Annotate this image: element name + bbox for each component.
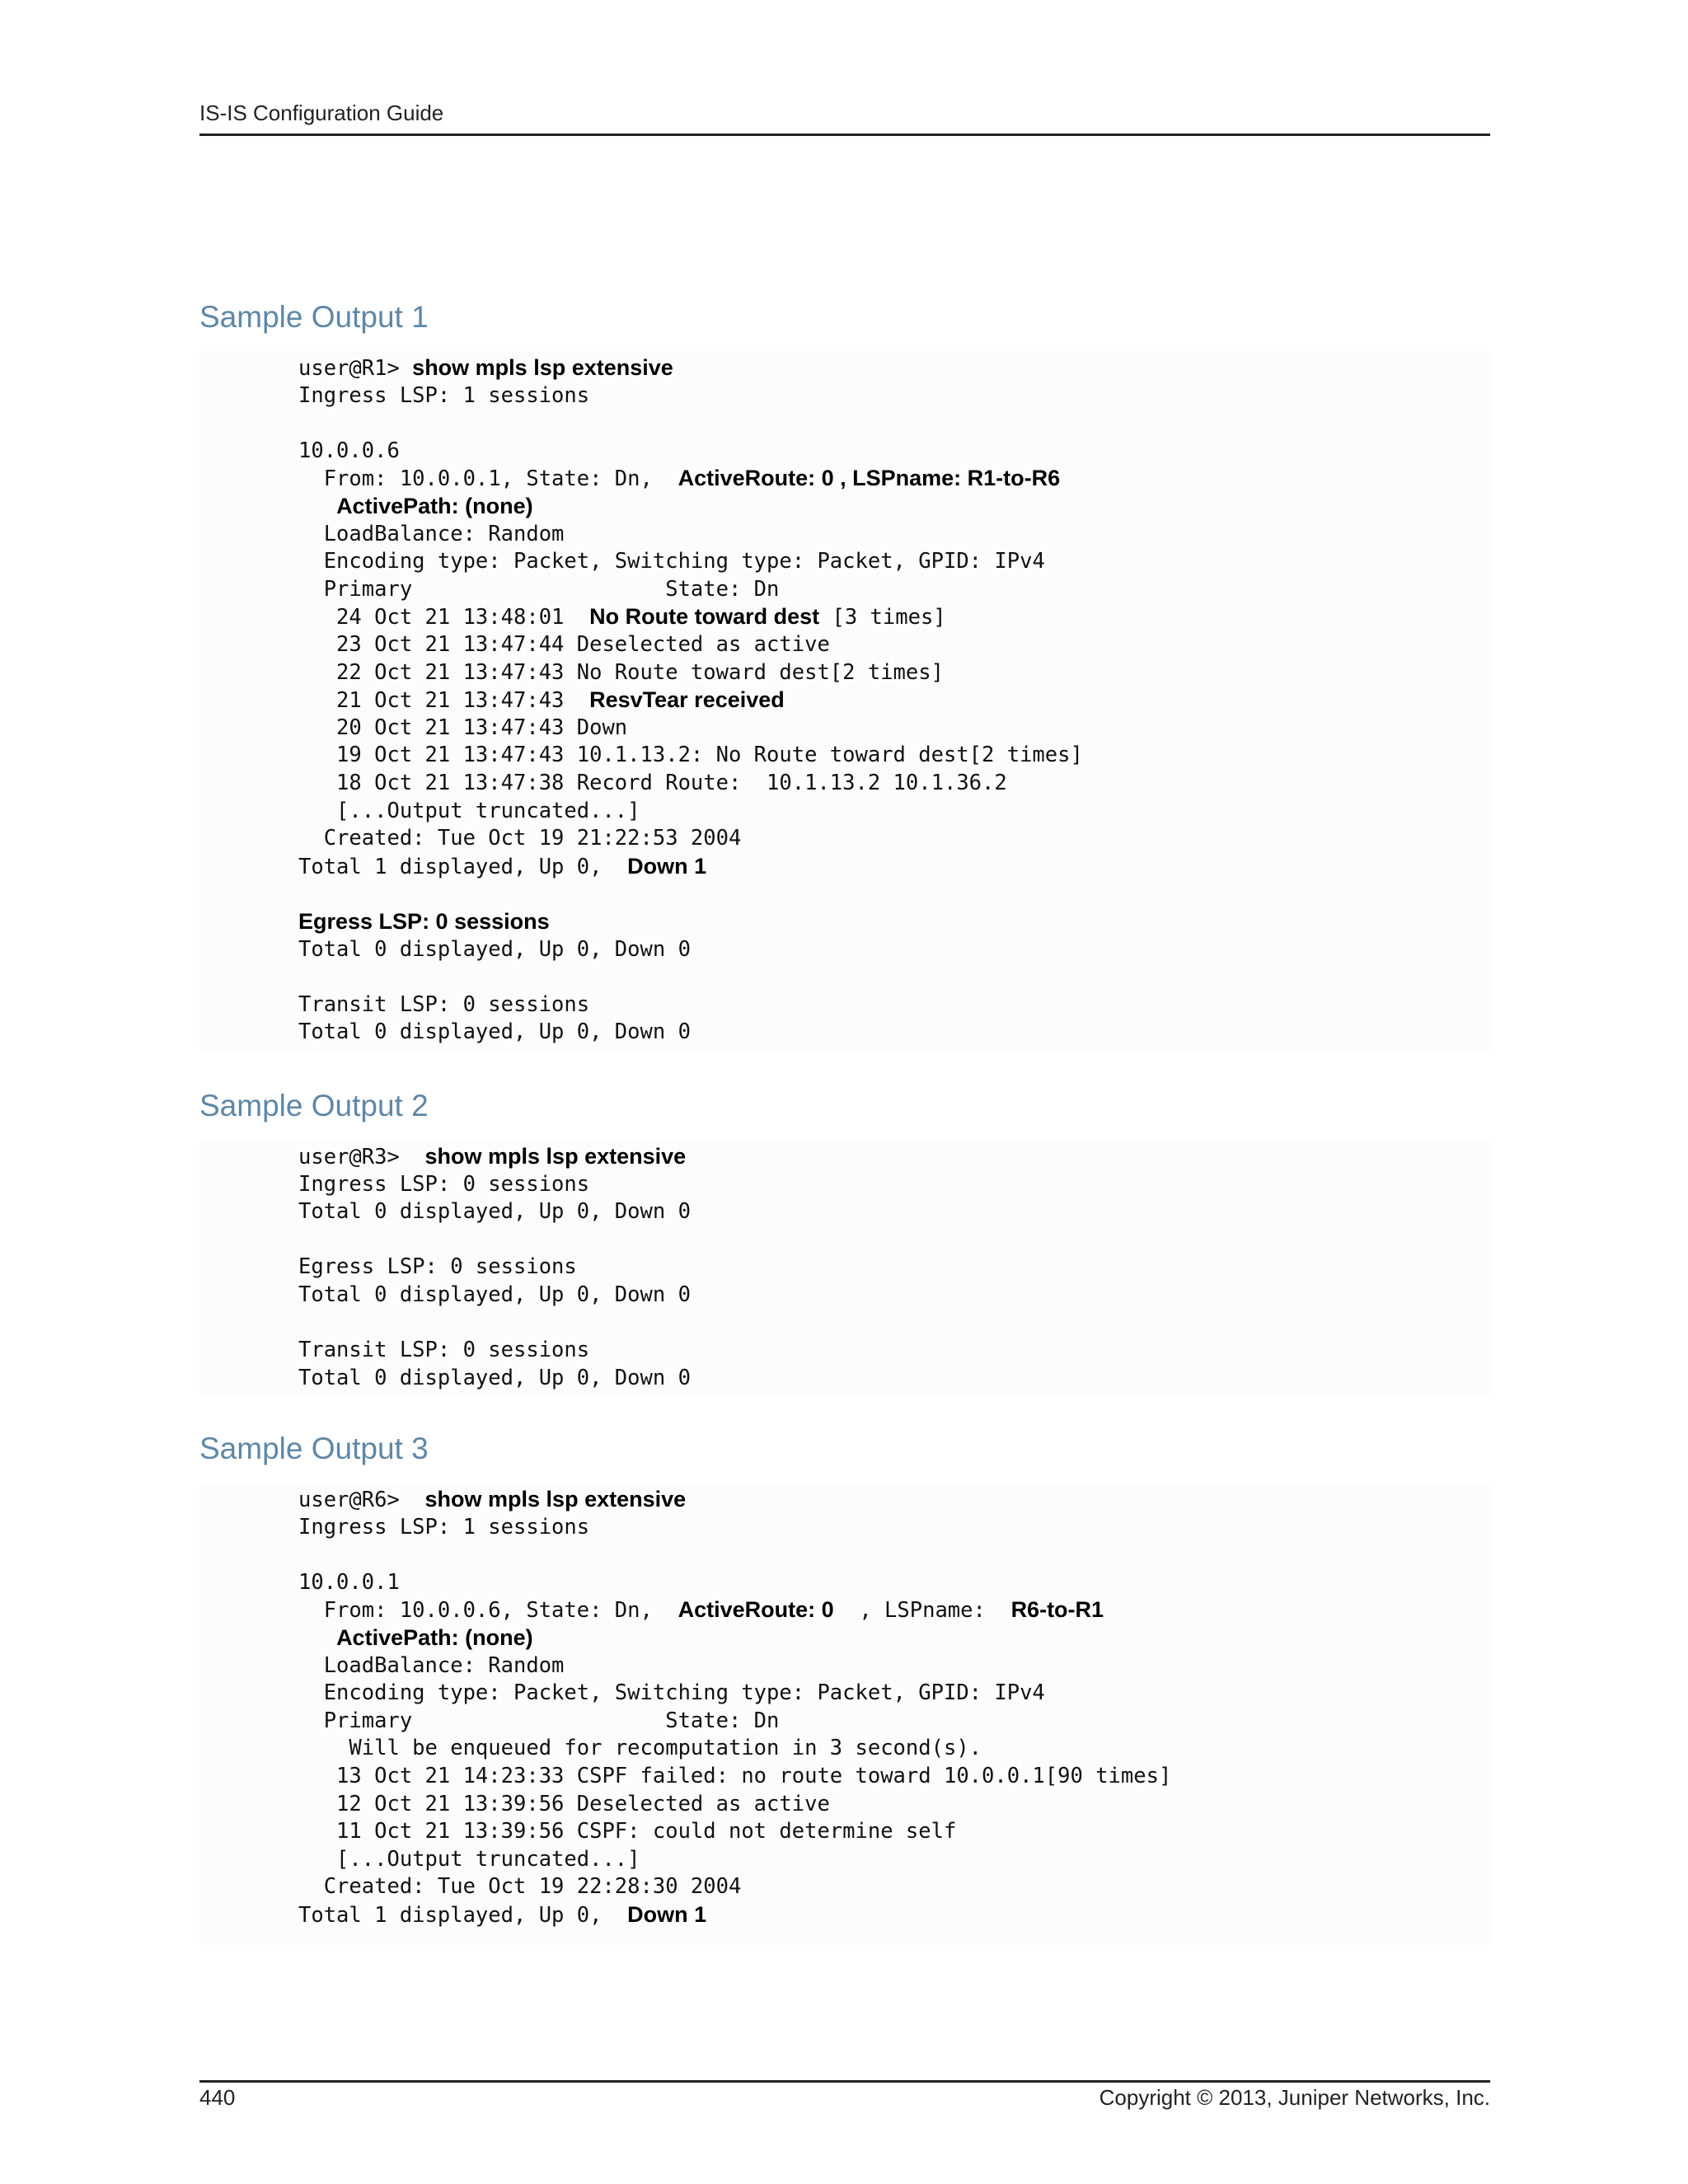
code-text: user@R6> <box>298 1488 425 1512</box>
code-line <box>298 1845 640 1873</box>
code-line <box>298 1364 691 1392</box>
code-line <box>298 1652 564 1680</box>
code-command-text: ActivePath: (none) <box>336 494 533 518</box>
code-line <box>298 714 627 742</box>
code-text: 18 Oct 21 13:47:38 Record Route: 10.1.13.2 10.1.36.2 <box>298 771 1007 795</box>
code-text <box>298 1626 336 1651</box>
code-text: 24 Oct 21 13:48:01 <box>298 605 590 630</box>
code-command-text: show mpls lsp extensive <box>424 1144 687 1169</box>
code-text: 10.0.0.1 <box>298 1569 400 1595</box>
code-command-text: ResvTear received <box>589 687 785 713</box>
code-text: user@R1> <box>298 356 413 381</box>
code-text: Encoding type: Packet, Switching type: Packet, GPID: IPv4 <box>298 549 1045 574</box>
code-line <box>298 1596 1104 1624</box>
page-number: 440 <box>199 2085 236 2110</box>
code-command-text: No Route toward dest <box>589 604 820 630</box>
code-line <box>298 686 785 714</box>
code-text: Ingress LSP: 1 sessions <box>298 1514 590 1540</box>
code-text: [...Output truncated...] <box>298 1846 640 1872</box>
header-divider <box>199 134 1490 136</box>
code-text: Transit LSP: 0 sessions <box>298 1338 590 1363</box>
code-line <box>298 1336 589 1364</box>
code-text: Ingress LSP: 0 sessions <box>298 1171 590 1197</box>
code-line <box>298 797 640 825</box>
code-line <box>298 1790 830 1818</box>
code-text: 13 Oct 21 14:23:33 CSPF failed: no route toward 10.0.0.1[90 times] <box>298 1764 1172 1788</box>
code-line <box>298 1734 982 1762</box>
code-line <box>298 1762 1171 1790</box>
code-line <box>298 1253 577 1281</box>
code-text: 22 Oct 21 13:47:43 No Route toward dest[2 times] <box>298 659 944 685</box>
code-text: Total 0 displayed, Up 0, Down 0 <box>298 1019 691 1045</box>
code-text: 11 Oct 21 13:39:56 CSPF: could not determine self <box>298 1819 957 1844</box>
code-text: Total 0 displayed, Up 0, Down 0 <box>298 1282 691 1307</box>
code-line <box>298 991 589 1019</box>
code-text: From: 10.0.0.6, State: Dn, <box>298 1598 678 1624</box>
code-text: Ingress LSP: 1 sessions <box>298 382 590 408</box>
code-line <box>298 1707 779 1735</box>
code-text: user@R3> <box>298 1145 425 1169</box>
code-text: LoadBalance: Random <box>298 521 565 546</box>
code-line <box>298 602 946 630</box>
guide-title: IS-IS Configuration Guide <box>199 101 444 125</box>
code-line <box>298 1872 741 1900</box>
code-line <box>298 354 673 382</box>
code-line <box>298 520 564 548</box>
code-text: Primary State: Dn <box>298 576 780 602</box>
code-line <box>298 1817 956 1845</box>
code-line <box>298 464 1060 492</box>
footer-divider <box>199 2080 1490 2083</box>
code-line <box>298 1281 691 1309</box>
code-line <box>298 547 1045 575</box>
code-line <box>298 769 1007 797</box>
code-line <box>298 658 944 687</box>
code-line <box>298 1170 589 1198</box>
code-command-text: Down 1 <box>627 853 707 879</box>
code-line <box>298 824 741 852</box>
code-text: 21 Oct 21 13:47:43 <box>298 688 590 714</box>
code-command-text: Egress LSP: 0 sessions <box>298 909 550 934</box>
code-text: Transit LSP: 0 sessions <box>298 991 590 1017</box>
code-text: LoadBalance: Random <box>298 1652 565 1678</box>
code-text: Total 1 displayed, Up 0, <box>298 854 628 879</box>
code-command-text: show mpls lsp extensive <box>424 1487 687 1511</box>
code-line <box>298 575 779 603</box>
code-text: Total 0 displayed, Up 0, Down 0 <box>298 936 691 962</box>
code-text: Total 1 displayed, Up 0, <box>298 1903 628 1928</box>
code-text: Primary State: Dn <box>298 1708 780 1733</box>
code-command-text: ActiveRoute: 0 , LSPname: R1-to-R6 <box>678 466 1061 491</box>
code-command-text: R6-to-R1 <box>1010 1597 1104 1623</box>
section-heading-2: Sample Output 2 <box>199 1089 429 1122</box>
copyright-notice: Copyright © 2013, Juniper Networks, Inc. <box>1099 2085 1490 2110</box>
code-line <box>298 1197 691 1226</box>
code-line <box>298 630 830 658</box>
section-heading-1: Sample Output 1 <box>199 300 429 334</box>
code-line <box>298 1485 686 1513</box>
code-text: From: 10.0.0.1, State: Dn, <box>298 466 678 492</box>
code-text: 19 Oct 21 13:47:43 10.1.13.2: No Route toward dest[2 times] <box>298 743 1083 768</box>
code-text: Total 0 displayed, Up 0, Down 0 <box>298 1199 691 1225</box>
code-command-text: ActiveRoute: 0 <box>678 1597 834 1623</box>
code-line <box>298 741 1083 769</box>
code-text: 23 Oct 21 13:47:44 Deselected as active <box>298 632 830 657</box>
code-line <box>298 1568 400 1596</box>
code-text: [3 times] <box>819 605 946 630</box>
code-text: Will be enqueued for recomputation in 3 second(s). <box>298 1736 982 1761</box>
code-text: Total 0 displayed, Up 0, Down 0 <box>298 1365 691 1390</box>
code-text: 12 Oct 21 13:39:56 Deselected as active <box>298 1791 830 1816</box>
code-line <box>298 852 706 880</box>
code-text: Egress LSP: 0 sessions <box>298 1254 577 1280</box>
code-line <box>298 1900 706 1929</box>
code-text: 10.0.0.6 <box>298 438 400 463</box>
code-line <box>298 492 533 520</box>
code-line <box>298 1142 686 1170</box>
code-command-text: ActivePath: (none) <box>336 1625 533 1650</box>
code-line <box>298 1513 589 1541</box>
code-text: Created: Tue Oct 19 22:28:30 2004 <box>298 1874 742 1900</box>
code-text: 20 Oct 21 13:47:43 Down <box>298 715 628 740</box>
code-line <box>298 1624 533 1652</box>
code-text: Encoding type: Packet, Switching type: Packet, GPID: IPv4 <box>298 1680 1045 1706</box>
code-line <box>298 382 589 410</box>
code-line <box>298 437 400 465</box>
code-line <box>298 1018 691 1046</box>
code-line <box>298 1679 1045 1707</box>
code-text: , LSPname: <box>833 1598 1011 1624</box>
code-command-text: show mpls lsp extensive <box>412 355 673 380</box>
code-text: Created: Tue Oct 19 21:22:53 2004 <box>298 826 742 851</box>
section-heading-3: Sample Output 3 <box>199 1432 429 1465</box>
code-line <box>298 935 691 963</box>
code-text <box>298 494 336 519</box>
code-text: [...Output truncated...] <box>298 798 640 823</box>
code-line <box>298 907 550 935</box>
code-command-text: Down 1 <box>627 1902 707 1927</box>
